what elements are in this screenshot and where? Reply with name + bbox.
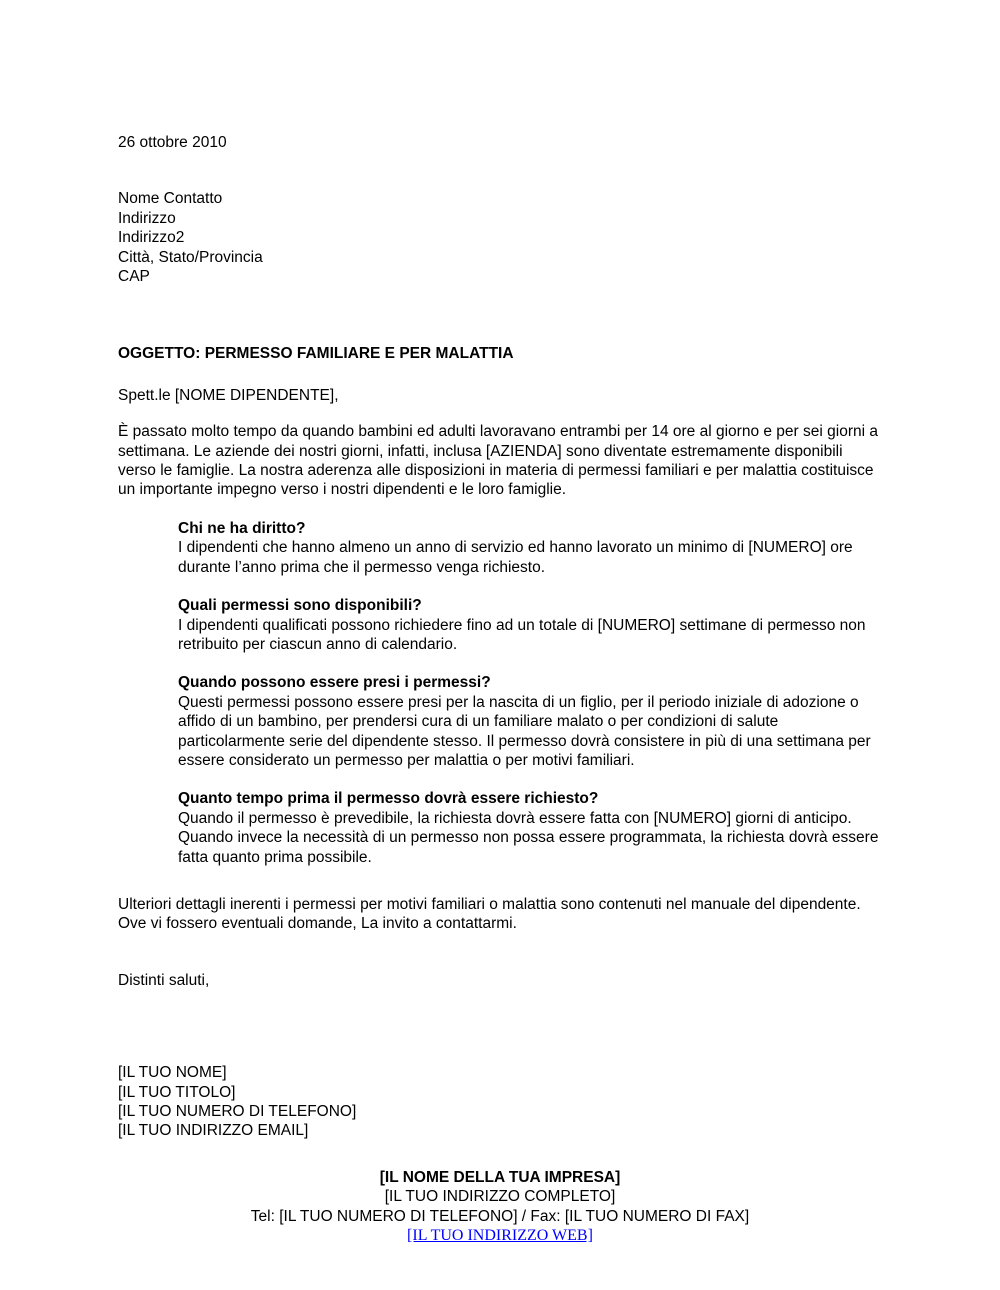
signature-email: [IL TUO INDIRIZZO EMAIL] — [118, 1122, 309, 1140]
recipient-name: Nome Contatto — [118, 190, 223, 208]
recipient-city-state: Città, Stato/Provincia — [118, 248, 263, 266]
website-link[interactable]: [IL TUO INDIRIZZO WEB] — [407, 1227, 593, 1245]
section-heading: Quando possono essere presi i permessi? — [178, 674, 491, 692]
signature-block — [118, 1063, 882, 1141]
recipient-postal-code: CAP — [118, 268, 150, 286]
section-body: Questi permessi possono essere presi per la nascita di un figlio, per il periodo iniziale di adozione o affido di un bambino, per prendersi cura di un familiare malato o per condizioni di salute particolarmente serie del dipendente stesso. Il permesso dovrà consistere in più di una settimana per essere considerato un permesso per malattia o per motivi familiari. — [178, 693, 871, 769]
footer-address: [IL TUO INDIRIZZO COMPLETO] — [384, 1188, 616, 1206]
section-heading: Chi ne ha diritto? — [178, 519, 306, 537]
section-advance-notice — [178, 789, 882, 867]
section-when-taken — [178, 673, 882, 770]
section-body: Quando il permesso è prevedibile, la richiesta dovrà essere fatta con [NUMERO] giorni di anticipo. Quando invece la necessità di un permesso non possa essere programmata, la richiesta dovrà essere fatta quanto prima possibile. — [178, 809, 879, 866]
letter-date: 26 ottobre 2010 — [118, 134, 227, 151]
footer-company-name: [IL NOME DELLA TUA IMPRESA] — [379, 1168, 621, 1186]
closing-paragraph: Ulteriori dettagli inerenti i permessi per motivi familiari o malattia sono contenuti nel manuale del dipendente. Ove vi fossero eventuali domande, La invito a contattarmi. — [118, 895, 861, 933]
section-body: I dipendenti che hanno almeno un anno di servizio ed hanno lavorato un minimo di [NUMERO] ore durante l’anno prima che il permesso venga richiesto. — [178, 539, 853, 576]
intro-paragraph: È passato molto tempo da quando bambini ed adulti lavoravano entrambi per 14 ore al giorno e per sei giorni a settimana. Le aziende dei nostri giorni, infatti, inclusa [AZIENDA] sono diventate estremamente disponibili verso le famiglie. La nostra aderenza alle disposizioni in materia di permessi familiari e per malattia costituisce un importante impegno verso i nostri dipendenti e le loro famiglie. — [118, 423, 878, 499]
company-footer — [118, 1168, 882, 1246]
signature-title: [IL TUO TITOLO] — [118, 1083, 236, 1101]
recipient-address-2: Indirizzo2 — [118, 229, 185, 247]
signature-name: [IL TUO NOME] — [118, 1064, 227, 1082]
section-heading: Quanto tempo prima il permesso dovrà essere richiesto? — [178, 790, 599, 808]
section-available-leave — [178, 596, 882, 654]
signature-phone: [IL TUO NUMERO DI TELEFONO] — [118, 1103, 357, 1120]
section-heading: Quali permessi sono disponibili? — [178, 597, 422, 615]
footer-web-line — [118, 1226, 882, 1245]
recipient-block — [118, 189, 882, 286]
subject-line: OGGETTO: PERMESSO FAMILIARE E PER MALATTIA — [118, 345, 514, 363]
recipient-address-1: Indirizzo — [118, 209, 176, 227]
valediction: Distinti saluti, — [118, 971, 210, 989]
section-body: I dipendenti qualificati possono richiedere fino ad un totale di [NUMERO] settimane di permesso non retribuito per ciascun anno di calendario. — [178, 616, 866, 653]
footer-tel-fax: Tel: [IL TUO NUMERO DI TELEFONO] / Fax: [IL TUO NUMERO DI FAX] — [250, 1207, 750, 1225]
section-eligibility — [178, 519, 882, 577]
salutation: Spett.le [NOME DIPENDENTE], — [118, 386, 339, 404]
